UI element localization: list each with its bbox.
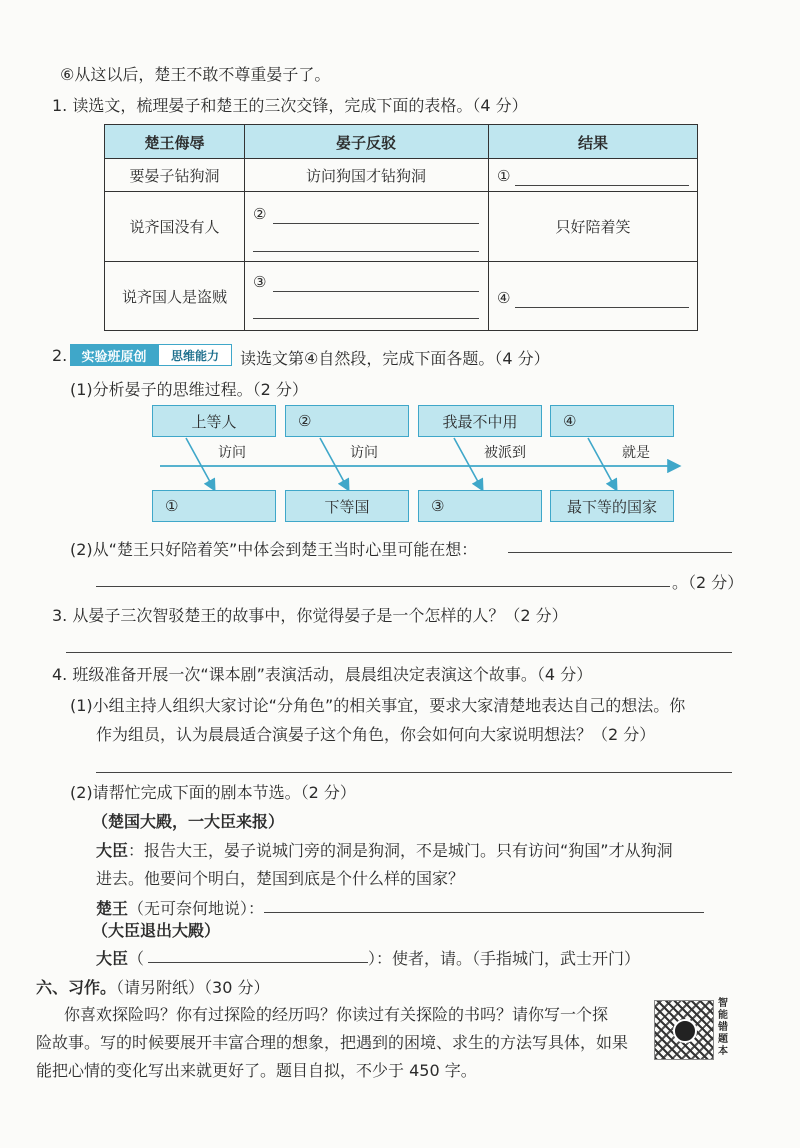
section-6-paragraph-line1: 你喜欢探险吗？你有过探险的经历吗？你读过有关探险的书吗？请你写一个探 — [64, 1005, 609, 1024]
q2-sub2-blank-2[interactable] — [96, 586, 670, 587]
qr-side-text: 智能错题本 — [718, 998, 728, 1057]
header-result: 结果 — [577, 133, 608, 152]
king-line-blank[interactable] — [264, 912, 704, 913]
diagram-bottom-box-4: 最下等的国家 — [550, 490, 674, 522]
row3-insult: 说齐国人是盗贼 — [121, 287, 227, 306]
section-6-paragraph-line3: 能把心情的变化写出来就更好了。题目自拟，不少于 450 字。 — [36, 1061, 477, 1080]
paragraph-6: ⑥从这以后，楚王不敢不尊重晏子了。 — [60, 65, 331, 84]
diagram-bottom-box-2: 下等国 — [285, 490, 409, 522]
king-line: 楚王（无可奈何地说）： — [96, 899, 265, 918]
diagram-top-box-1: 上等人 — [152, 405, 276, 437]
q4-sub1-blank[interactable] — [96, 772, 732, 773]
header-rebut: 晏子反驳 — [335, 133, 396, 152]
badge-original: 实验班原创 — [70, 344, 158, 366]
diagram-top-box-3: 我最不中用 — [418, 405, 542, 437]
q3-answer-blank[interactable] — [66, 652, 732, 653]
row3-rebut-mark: ③ — [253, 273, 267, 291]
qr-logo-icon — [673, 1019, 697, 1043]
row1-insult: 要晏子钻狗洞 — [129, 166, 220, 185]
question-4-sub2: (2)请帮忙完成下面的剧本节选。（2 分） — [70, 783, 356, 802]
row2-rebut-mark: ② — [253, 205, 267, 223]
q2-sub2-blank-1[interactable] — [508, 552, 732, 553]
question-3-title: 3. 从晏子三次智驳楚王的故事中，你觉得晏子是一个怎样的人？（2 分） — [52, 606, 568, 625]
minister2-blank[interactable] — [148, 962, 368, 963]
question-2-sub2: (2)从“楚王只好陪着笑”中体会到楚王当时心里可能在想： — [70, 540, 478, 559]
question-2-title: 读选文第④自然段，完成下面各题。（4 分） — [240, 349, 550, 368]
stage-direction-2: （大臣退出大殿） — [92, 921, 221, 940]
arrow-label-4: 就是 — [622, 445, 650, 461]
row2-result: 只好陪着笑 — [555, 217, 631, 236]
diagram-top-box-4[interactable]: ④ — [550, 405, 674, 437]
question-1-title: 1. 读选文，梳理晏子和楚王的三次交锋，完成下面的表格。（4 分） — [52, 96, 528, 115]
row1-rebut: 访问狗国才钻狗洞 — [305, 166, 426, 185]
badge-thinking: 思维能力 — [158, 344, 232, 366]
question-4-title: 4. 班级准备开展一次“课本剧”表演活动，晨晨组决定表演这个故事。（4 分） — [52, 665, 593, 684]
question-2-number: 2. — [52, 346, 68, 365]
minister2-label: 大臣（ — [96, 949, 145, 968]
arrow-label-1: 访问 — [218, 445, 246, 461]
question-2-sub1: (1)分析晏子的思维过程。（2 分） — [70, 380, 308, 399]
diagram-bottom-box-1[interactable]: ① — [152, 490, 276, 522]
arrow-label-3: 被派到 — [484, 445, 526, 461]
minister2-line-rest: ）：使者，请。（手指城门，武士开门） — [368, 949, 641, 968]
minister-line-2: 进去。他要问个明白，楚国到底是个什么样的国家？ — [96, 869, 465, 888]
arrow-label-2: 访问 — [350, 445, 378, 461]
row1-result-mark: ① — [497, 167, 511, 185]
question-4-sub1-line2: 作为组员，认为晨晨适合演晏子这个角色，你会如何向大家说明想法？（2 分） — [96, 725, 656, 744]
question-4-sub1-line1: (1)小组主持人组织大家讨论“分角色”的相关事宜，要求大家清楚地表达自己的想法。你 — [70, 696, 686, 715]
stage-direction-1: （楚国大殿，一大臣来报） — [92, 812, 285, 831]
section-6-heading: 六、习作。（请另附纸）（30 分） — [36, 978, 270, 997]
header-insult: 楚王侮辱 — [144, 133, 205, 152]
row3-result-mark: ④ — [497, 289, 511, 307]
diagram-top-box-2[interactable]: ② — [285, 405, 409, 437]
row2-insult: 说齐国没有人 — [129, 217, 220, 236]
minister-line-1: 大臣：报告大王，晏子说城门旁的洞是狗洞，不是城门。只有访问“狗国”才从狗洞 — [96, 841, 673, 860]
section-6-paragraph-line2: 险故事。写的时候要展开丰富合理的想象，把遇到的困境、求生的方法写具体，如果 — [36, 1033, 629, 1052]
question-2-sub2-score: 。（2 分） — [672, 573, 744, 592]
diagram-bottom-box-3[interactable]: ③ — [418, 490, 542, 522]
